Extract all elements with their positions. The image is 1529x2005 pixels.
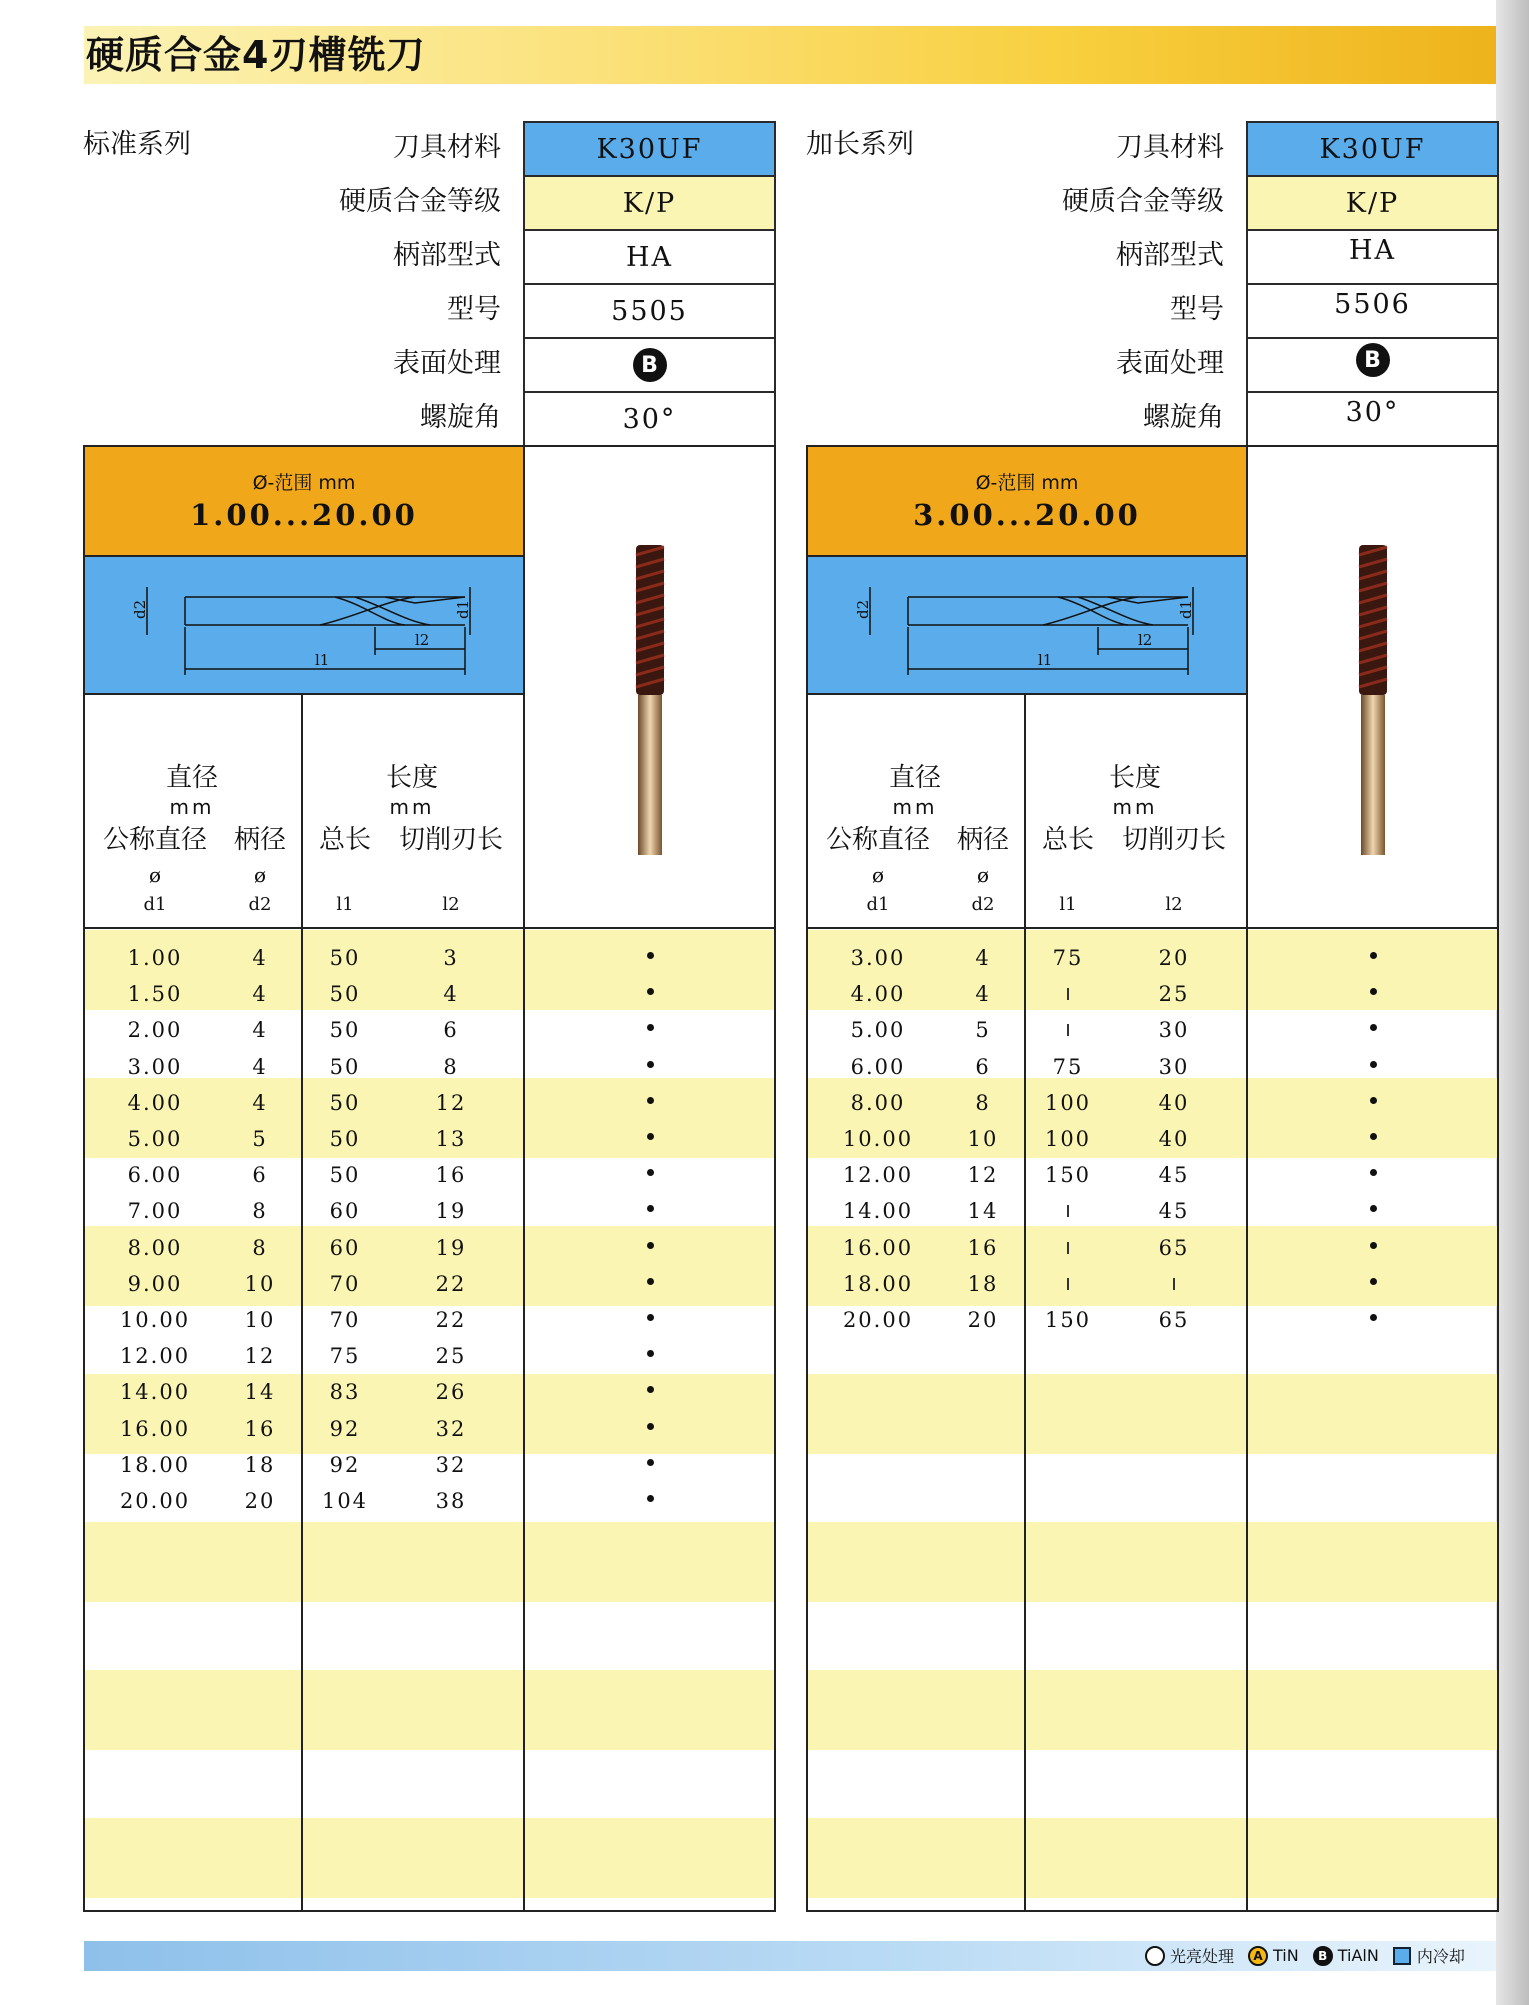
std-cell-r6-c2: 50 bbox=[329, 1163, 361, 1188]
std-cell-r3-c0: 3.00 bbox=[127, 1054, 183, 1079]
std-cell-r3-c2: 50 bbox=[329, 1054, 361, 1079]
std-spec-label-model: 型号 bbox=[447, 294, 501, 325]
ext-availability-dot bbox=[1370, 1278, 1377, 1285]
ext-cell-r1-c3: 25 bbox=[1158, 982, 1190, 1007]
std-cell-r1-c0: 1.50 bbox=[127, 982, 183, 1007]
std-cell-r3-c1: 4 bbox=[252, 1054, 268, 1079]
std-cell-r8-c0: 8.00 bbox=[127, 1235, 183, 1260]
std-cell-r8-c1: 8 bbox=[252, 1235, 268, 1260]
ext-spec-label-grade: 硬质合金等级 bbox=[1062, 186, 1224, 217]
ext-cell-r4-c2: 100 bbox=[1044, 1090, 1092, 1115]
ext-cell-r2-c1: 5 bbox=[975, 1018, 991, 1043]
ext-cell-r3-c1: 6 bbox=[975, 1054, 991, 1079]
ext-cell-r10-c2: 150 bbox=[1044, 1308, 1092, 1332]
std-cell-r11-c1: 12 bbox=[244, 1344, 276, 1369]
ext-cell-r1-c1: 4 bbox=[975, 982, 991, 1007]
ext-cell-r0-c1: 4 bbox=[975, 946, 991, 970]
ext-cell-r1-c0: 4.00 bbox=[850, 982, 906, 1007]
flute-lines bbox=[1043, 597, 1188, 625]
std-hdr-length: 长度 bbox=[385, 763, 438, 793]
ext-hdr-diameter-unit: mm bbox=[892, 795, 938, 819]
std-cell-r6-c3: 16 bbox=[435, 1163, 467, 1188]
ext-continuation-mark bbox=[1067, 1242, 1069, 1254]
ext-hdr-length: 长度 bbox=[1108, 763, 1161, 793]
std-spec-value-grade: K/P bbox=[523, 175, 776, 231]
d1-label: d1 bbox=[454, 599, 472, 619]
std-hdr-phi-shank: ø bbox=[253, 863, 267, 887]
std-cell-r11-c0: 12.00 bbox=[119, 1344, 191, 1369]
std-hdr-shank: 柄径 bbox=[233, 825, 286, 855]
coating-legend bbox=[1145, 1944, 1479, 1967]
ext-cell-r10-c0: 20.00 bbox=[842, 1308, 914, 1332]
ext-continuation-mark bbox=[1067, 1024, 1069, 1036]
std-cell-r2-c0: 2.00 bbox=[127, 1018, 183, 1043]
ext-spec-value-grade: K/P bbox=[1246, 175, 1499, 231]
ext-availability-dot bbox=[1370, 1024, 1377, 1031]
std-cell-r14-c3: 32 bbox=[435, 1452, 467, 1477]
legend-item bbox=[1248, 1946, 1299, 1966]
ext-cell-r10-c3: 65 bbox=[1158, 1308, 1190, 1332]
std-cell-r10-c2: 70 bbox=[329, 1308, 361, 1332]
std-cell-r2-c3: 6 bbox=[443, 1018, 459, 1043]
ext-spec-value-model: 5506 bbox=[1246, 283, 1499, 339]
ext-tool-diagram bbox=[808, 557, 1246, 694]
tool-shank bbox=[1361, 695, 1385, 855]
legend-item bbox=[1145, 1944, 1234, 1967]
std-cell-r14-c0: 18.00 bbox=[119, 1452, 191, 1477]
ext-diagram-divider bbox=[806, 693, 1246, 695]
ext-cell-r5-c0: 10.00 bbox=[842, 1127, 914, 1151]
std-cell-r2-c2: 50 bbox=[329, 1018, 361, 1043]
ext-availability-dot bbox=[1370, 1061, 1377, 1068]
std-cell-r2-c1: 4 bbox=[252, 1018, 268, 1043]
l1-label: l1 bbox=[1038, 651, 1053, 669]
ext-spec-value-shank: HA bbox=[1246, 229, 1499, 285]
ext-hdr-sym-l2: l2 bbox=[1165, 894, 1183, 915]
std-cell-r10-c3: 22 bbox=[435, 1308, 467, 1332]
ext-availability-dot bbox=[1370, 1097, 1377, 1104]
ext-product-photo-end-mill bbox=[1343, 545, 1403, 905]
ext-cell-r6-c3: 45 bbox=[1158, 1163, 1190, 1188]
ext-spec-label-coating: 表面处理 bbox=[1116, 348, 1224, 379]
std-cell-r4-c0: 4.00 bbox=[127, 1090, 183, 1115]
ext-cell-r9-c1: 18 bbox=[967, 1271, 999, 1296]
range-header: Ø-范围 mm bbox=[975, 472, 1079, 494]
ext-availability-dot bbox=[1370, 952, 1377, 959]
std-hdr-sym-l2: l2 bbox=[442, 894, 460, 915]
std-cell-r7-c3: 19 bbox=[435, 1199, 467, 1224]
std-cell-r8-c3: 19 bbox=[435, 1235, 467, 1260]
std-spec-value-shank: HA bbox=[523, 229, 776, 285]
ext-continuation-mark bbox=[1173, 1278, 1175, 1290]
std-hdr-total: 总长 bbox=[318, 825, 371, 855]
ext-hdr-total: 总长 bbox=[1041, 825, 1094, 855]
std-cell-r4-c3: 12 bbox=[435, 1090, 467, 1115]
legend-item bbox=[1393, 1944, 1465, 1967]
std-cell-r12-c3: 26 bbox=[435, 1380, 467, 1405]
ext-cell-r8-c0: 16.00 bbox=[842, 1235, 914, 1260]
std-hdr-diameter-unit: mm bbox=[169, 795, 215, 819]
ext-cell-r2-c3: 30 bbox=[1158, 1018, 1190, 1043]
ext-series-label: 加长系列 bbox=[806, 129, 914, 160]
std-cell-r1-c2: 50 bbox=[329, 982, 361, 1007]
ext-hdr-sym-d1: d1 bbox=[866, 894, 890, 915]
std-cell-r14-c2: 92 bbox=[329, 1452, 361, 1477]
ext-availability-dot bbox=[1370, 988, 1377, 995]
std-cell-r13-c0: 16.00 bbox=[119, 1416, 191, 1441]
page-title: 硬质合金4刃槽铣刀 bbox=[86, 33, 426, 77]
ext-hdr-length-unit: mm bbox=[1112, 795, 1158, 819]
tin-coating-icon: A bbox=[1248, 1946, 1268, 1966]
std-cell-r12-c2: 83 bbox=[329, 1380, 361, 1405]
ext-cell-r9-c0: 18.00 bbox=[842, 1271, 914, 1296]
std-spec-label-helix: 螺旋角 bbox=[420, 402, 501, 433]
ext-spec-label-model: 型号 bbox=[1170, 294, 1224, 325]
legend-label: 光亮处理 bbox=[1170, 1947, 1235, 1966]
std-cell-r0-c2: 50 bbox=[329, 946, 361, 970]
ext-continuation-mark bbox=[1067, 988, 1069, 1000]
coating-b-badge-icon: B bbox=[633, 348, 667, 382]
std-cell-r7-c0: 7.00 bbox=[127, 1199, 183, 1224]
ext-availability-dot bbox=[1370, 1205, 1377, 1212]
end-mill-dimension-drawing bbox=[808, 557, 1246, 694]
range-value: 1.00...20.00 bbox=[190, 498, 418, 532]
ext-header-divider bbox=[806, 927, 1499, 929]
std-cell-r4-c2: 50 bbox=[329, 1090, 361, 1115]
ext-range-box bbox=[808, 447, 1246, 557]
tialn-coating-icon: B bbox=[1313, 1946, 1333, 1966]
std-hdr-diameter: 直径 bbox=[165, 763, 218, 793]
legend-item bbox=[1313, 1946, 1379, 1966]
ext-continuation-mark bbox=[1067, 1278, 1069, 1290]
ext-availability-dot bbox=[1370, 1242, 1377, 1249]
ext-hdr-cut: 切削刃长 bbox=[1121, 825, 1226, 855]
std-spec-value-model: 5505 bbox=[523, 283, 776, 339]
std-cell-r9-c3: 22 bbox=[435, 1271, 467, 1296]
d2-label: d2 bbox=[854, 599, 872, 619]
std-cell-r11-c3: 25 bbox=[435, 1344, 467, 1369]
ext-cell-r4-c3: 40 bbox=[1158, 1090, 1190, 1115]
ext-cell-r0-c0: 3.00 bbox=[850, 946, 906, 970]
std-cell-r9-c2: 70 bbox=[329, 1271, 361, 1296]
std-cell-r7-c2: 60 bbox=[329, 1199, 361, 1224]
ext-cell-r5-c3: 40 bbox=[1158, 1127, 1190, 1151]
ext-row-stripe bbox=[808, 1374, 1497, 1454]
ext-hdr-sym-d2: d2 bbox=[971, 894, 995, 915]
ext-spec-value-coating bbox=[1246, 337, 1499, 393]
std-cell-r5-c2: 50 bbox=[329, 1127, 361, 1151]
ext-hdr-shank: 柄径 bbox=[956, 825, 1009, 855]
std-cell-r15-c2: 104 bbox=[321, 1489, 369, 1513]
std-hdr-sym-d2: d2 bbox=[248, 894, 272, 915]
l2-label: l2 bbox=[1138, 631, 1153, 649]
ext-cell-r3-c0: 6.00 bbox=[850, 1054, 906, 1079]
ext-cell-r5-c2: 100 bbox=[1044, 1127, 1092, 1151]
ext-cell-r7-c3: 45 bbox=[1158, 1199, 1190, 1224]
ext-availability-dot bbox=[1370, 1314, 1377, 1321]
std-cell-r0-c1: 4 bbox=[252, 946, 268, 970]
std-cell-r5-c3: 13 bbox=[435, 1127, 467, 1151]
std-cell-r0-c3: 3 bbox=[443, 946, 459, 970]
ext-cell-r3-c2: 75 bbox=[1052, 1054, 1084, 1079]
ext-cell-r4-c0: 8.00 bbox=[850, 1090, 906, 1115]
ext-row-stripe bbox=[808, 1522, 1497, 1602]
ext-hdr-phi-nominal: ø bbox=[871, 863, 885, 887]
std-hdr-phi-nominal: ø bbox=[148, 863, 162, 887]
std-cell-r6-c1: 6 bbox=[252, 1163, 268, 1188]
std-spec-value-helix: 30° bbox=[523, 391, 776, 447]
std-cell-r7-c1: 8 bbox=[252, 1199, 268, 1224]
ext-hdr-sym-l1: l1 bbox=[1059, 894, 1077, 915]
ext-spec-label-material: 刀具材料 bbox=[1116, 132, 1224, 163]
std-hdr-nominal: 公称直径 bbox=[102, 825, 207, 855]
std-cell-r11-c2: 75 bbox=[329, 1344, 361, 1369]
ext-continuation-mark bbox=[1067, 1205, 1069, 1217]
ext-cell-r8-c3: 65 bbox=[1158, 1235, 1190, 1260]
std-hdr-sym-l1: l1 bbox=[336, 894, 354, 915]
ext-cell-r10-c1: 20 bbox=[967, 1308, 999, 1332]
ext-cell-r3-c3: 30 bbox=[1158, 1054, 1190, 1079]
std-spec-value-material: K30UF bbox=[523, 121, 776, 177]
std-cell-r4-c1: 4 bbox=[252, 1090, 268, 1115]
l1-label: l1 bbox=[315, 651, 330, 669]
std-cell-r15-c3: 38 bbox=[435, 1489, 467, 1513]
ext-cell-r2-c0: 5.00 bbox=[850, 1018, 906, 1043]
std-cell-r9-c1: 10 bbox=[244, 1271, 276, 1296]
std-cell-r13-c2: 92 bbox=[329, 1416, 361, 1441]
std-spec-label-shank: 柄部型式 bbox=[393, 240, 501, 271]
ext-cell-r8-c1: 16 bbox=[967, 1235, 999, 1260]
ext-hdr-phi-shank: ø bbox=[976, 863, 990, 887]
std-cell-r13-c1: 16 bbox=[244, 1416, 276, 1441]
std-cell-r5-c1: 5 bbox=[252, 1127, 268, 1151]
ext-cell-r6-c2: 150 bbox=[1044, 1163, 1092, 1188]
ext-cell-r4-c1: 8 bbox=[975, 1090, 991, 1115]
std-cell-r12-c0: 14.00 bbox=[119, 1380, 191, 1405]
std-series-label: 标准系列 bbox=[83, 129, 191, 160]
d2-label: d2 bbox=[131, 599, 149, 619]
legend-label: 内冷却 bbox=[1416, 1947, 1465, 1966]
std-spec-label-coating: 表面处理 bbox=[393, 348, 501, 379]
std-cell-r9-c0: 9.00 bbox=[127, 1271, 183, 1296]
d1-label: d1 bbox=[1177, 599, 1195, 619]
std-hdr-cut: 切削刃长 bbox=[398, 825, 503, 855]
ext-spec-label-helix: 螺旋角 bbox=[1143, 402, 1224, 433]
std-cell-r0-c0: 1.00 bbox=[127, 946, 183, 970]
ext-cell-r0-c3: 20 bbox=[1158, 946, 1190, 970]
std-cell-r1-c3: 4 bbox=[443, 982, 459, 1007]
std-cell-r14-c1: 18 bbox=[244, 1452, 276, 1477]
coating-b-badge-icon: B bbox=[1356, 343, 1390, 377]
ext-row-stripe bbox=[808, 1818, 1497, 1898]
ext-col-divider-2 bbox=[1246, 445, 1248, 1912]
range-header: Ø-范围 mm bbox=[252, 472, 356, 494]
std-cell-r15-c1: 20 bbox=[244, 1489, 276, 1513]
std-hdr-length-unit: mm bbox=[389, 795, 435, 819]
legend-label: TiN bbox=[1273, 1946, 1299, 1965]
std-cell-r13-c3: 32 bbox=[435, 1416, 467, 1441]
ext-spec-value-helix: 30° bbox=[1246, 391, 1499, 447]
ext-spec-label-shank: 柄部型式 bbox=[1116, 240, 1224, 271]
ext-availability-dot bbox=[1370, 1133, 1377, 1140]
std-cell-r10-c1: 10 bbox=[244, 1308, 276, 1332]
ext-range-divider bbox=[806, 555, 1246, 557]
ext-spec-value-material: K30UF bbox=[1246, 121, 1499, 177]
ext-availability-dot bbox=[1370, 1169, 1377, 1176]
std-spec-label-material: 刀具材料 bbox=[393, 132, 501, 163]
l2-label: l2 bbox=[415, 631, 430, 649]
std-hdr-sym-d1: d1 bbox=[143, 894, 167, 915]
legend-label: TiAlN bbox=[1337, 1946, 1379, 1965]
ext-cell-r7-c0: 14.00 bbox=[842, 1199, 914, 1224]
std-cell-r5-c0: 5.00 bbox=[127, 1127, 183, 1151]
std-spec-label-grade: 硬质合金等级 bbox=[339, 186, 501, 217]
std-cell-r6-c0: 6.00 bbox=[127, 1163, 183, 1188]
std-cell-r15-c0: 20.00 bbox=[119, 1489, 191, 1513]
range-value: 3.00...20.00 bbox=[913, 498, 1141, 532]
ext-hdr-diameter: 直径 bbox=[888, 763, 941, 793]
ext-cell-r7-c1: 14 bbox=[967, 1199, 999, 1224]
std-cell-r8-c2: 60 bbox=[329, 1235, 361, 1260]
ext-cell-r6-c0: 12.00 bbox=[842, 1163, 914, 1188]
ext-cell-r5-c1: 10 bbox=[967, 1127, 999, 1151]
std-cell-r3-c3: 8 bbox=[443, 1054, 459, 1079]
internal-cooling-icon bbox=[1393, 1947, 1411, 1965]
std-cell-r12-c1: 14 bbox=[244, 1380, 276, 1405]
ext-row-stripe bbox=[808, 1670, 1497, 1750]
std-cell-r10-c0: 10.00 bbox=[119, 1308, 191, 1332]
ext-cell-r0-c2: 75 bbox=[1052, 946, 1084, 970]
std-cell-r1-c1: 4 bbox=[252, 982, 268, 1007]
ext-hdr-nominal: 公称直径 bbox=[825, 825, 930, 855]
ext-cell-r6-c1: 12 bbox=[967, 1163, 999, 1188]
polished-icon bbox=[1145, 1946, 1165, 1966]
